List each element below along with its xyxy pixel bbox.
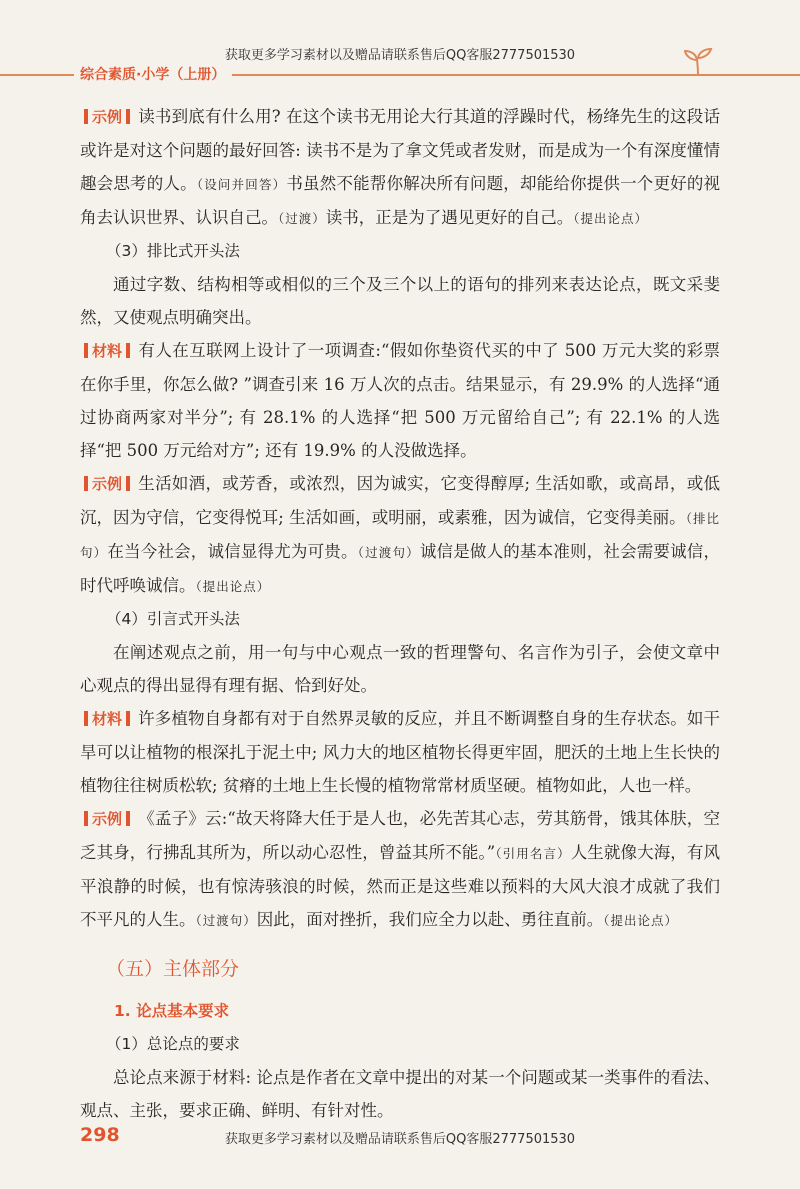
header-rule-right (232, 74, 800, 76)
method-heading: （4）引言式开头法 (106, 610, 240, 628)
method-description: 在阐述观点之前，用一句与中心观点一致的哲理警句、名言作为引子，会使文章中心观点的得出显得有理有据、恰到好处。 (80, 643, 720, 695)
method-heading: （3）排比式开头法 (106, 242, 240, 260)
annotation: （提出论点） (573, 211, 649, 226)
annotation: （引用名言） (495, 846, 571, 861)
annotation: （提出论点） (195, 579, 271, 594)
bottom-notice: 获取更多学习素材以及赠品请联系售后QQ客服2777501530 (224, 1132, 576, 1147)
example-block: 示例 读书到底有什么用? 在这个读书无用论大行其道的浮躁时代，杨绛先生的这段话或许是对这个问题的最好回答: 读书不是为了拿文凭或者发财，而是成为一个有深度懂情趣会思考的人。（设问并回答）书虽然不能帮你解决所有问题，却能给你提供一个更好的视角去认识世界、认识自己。（过渡）读书，正是为了遇见更好的自己。（提出论点） (80, 100, 720, 235)
material-tag: 材料 (80, 703, 134, 736)
page-header (0, 62, 800, 88)
example-block: 示例 《孟子》云:“故天将降大任于是人也，必先苦其心志，劳其筋骨，饿其体肤，空乏其身，行拂乱其所为，所以动心忍性，曾益其所不能。”（引用名言）人生就像大海，有风平浪静的时候，也有惊涛骇浪的时候，然而正是这些难以预料的大风大浪才成就了我们不平凡的人生。（过渡句）因此，面对挫折，我们应全力以赴、勇往直前。（提出论点） (80, 802, 720, 937)
example-tag: 示例 (80, 101, 134, 134)
page-content (80, 100, 720, 1127)
section-heading: （五）主体部分 (106, 958, 240, 980)
material-tag: 材料 (80, 335, 134, 368)
annotation: （过渡句） (195, 913, 257, 928)
item-heading: （1）总论点的要求 (106, 1035, 240, 1053)
top-notice: 获取更多学习素材以及赠品请联系售后QQ客服2777501530 (224, 48, 576, 63)
annotation: （过渡） (278, 211, 326, 226)
annotation: （提出论点） (603, 913, 679, 928)
example-tag: 示例 (80, 803, 134, 836)
example-tag: 示例 (80, 468, 134, 501)
page-number: 298 (80, 1124, 120, 1146)
header-rule-left (0, 74, 74, 76)
subsection-heading: 1. 论点基本要求 (114, 1002, 230, 1020)
material-block: 材料 许多植物自身都有对于自然界灵敏的反应，并且不断调整自身的生存状态。如干旱可以让植物的根深扎于泥土中; 风力大的地区植物长得更牢固，肥沃的土地上生长快的植物往往树质松软; 贫瘠的土地上生长慢的植物常常材质坚硬。植物如此，人也一样。 (80, 702, 720, 802)
book-title: 综合素质·小学（上册） (80, 67, 226, 83)
example-block: 示例 生活如酒，或芳香，或浓烈，因为诚实，它变得醇厚; 生活如歌，或高昂，或低沉，因为守信，它变得悦耳; 生活如画，或明丽，或素雅，因为诚信，它变得美丽。（排比句）在当今社会，诚信显得尤为可贵。（过渡句）诚信是做人的基本准则，社会需要诚信，时代呼唤诚信。（提出论点） (80, 467, 720, 603)
annotation: （过渡句） (357, 545, 420, 560)
item-description: 总论点来源于材料: 论点是作者在文章中提出的对某一个问题或某一类事件的看法、观点、主张，要求正确、鲜明、有针对性。 (80, 1068, 720, 1120)
annotation: （排比句） (80, 511, 720, 560)
method-description: 通过字数、结构相等或相似的三个及三个以上的语句的排列来表达论点，既文采斐然，又使观点明确突出。 (80, 275, 720, 327)
annotation: （设问并回答） (196, 177, 287, 192)
material-block: 材料 有人在互联网上设计了一项调查:“假如你垫资代买的中了 500 万元大奖的彩票在你手里，你怎么做? ”调查引来 16 万人次的点击。结果显示，有 29.9% 的人选择“通过协商两家对半分”; 有 28.1% 的人选择“把 500 万元留给自己”; 有 22.1% 的人选择“把 500 万元给对方”; 还有 19.9% 的人没做选择。 (80, 334, 720, 467)
sprout-icon (683, 48, 713, 74)
